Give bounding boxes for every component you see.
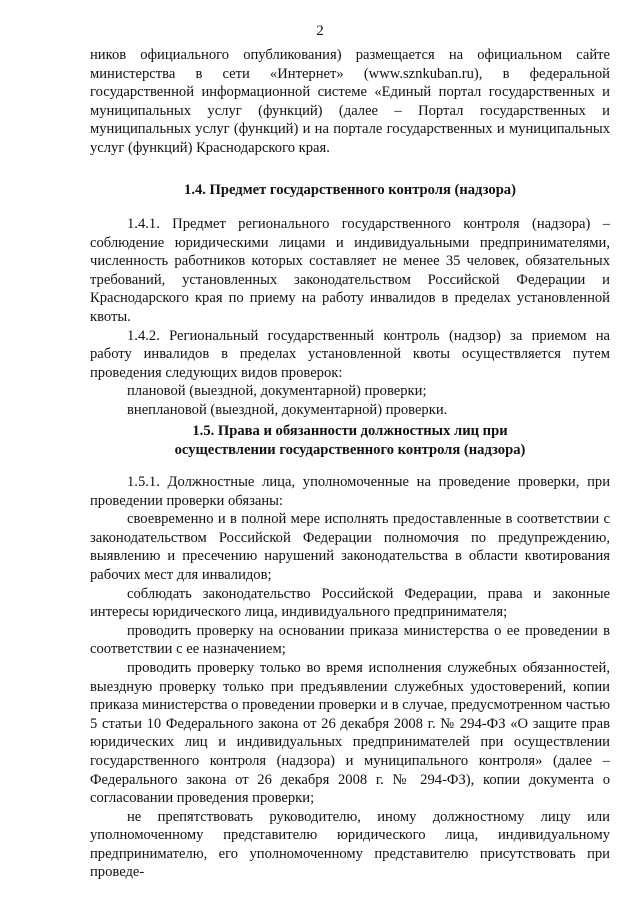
section-1-5-heading-block xyxy=(90,422,610,459)
intro-paragraph-block xyxy=(90,46,610,158)
section-1-5-heading-line-2: осуществлении государственного контроля (надзора) xyxy=(174,441,526,458)
page-number: 2 xyxy=(316,23,324,39)
duty-check-during-service: проводить проверку только во время исполнения служебных обязанностей, выездную проверку только при предъявлении служебных удостоверений, копии приказа министерства о проведении проверки и в случае, предусмотренном частью 5 статьи 10 Федерального закона от 26 декабря 2008 г. № 294-ФЗ «О защите прав юридических лиц и индивидуальных предпринимателей при осуществлении государственного контроля (надзора) и муниципального контроля» (далее – Федерального закона от 26 декабря 2008 г. № 294-ФЗ), копии документа о согласовании проведения проверки; xyxy=(90,659,610,807)
paragraph-1-4-2: 1.4.2. Региональный государственный контроль (надзор) за приемом на работу инвалидов в пределах установленной квоты осуществляется путем проведения следующих видов проверок: xyxy=(90,327,610,381)
duty-observe-legislation: соблюдать законодательство Российской Федерации, права и законные интересы юридического лица, индивидуального предпринимателя; xyxy=(90,585,610,621)
section-1-4-heading-block xyxy=(90,181,610,200)
section-1-5-heading-line-1: 1.5. Права и обязанности должностных лиц при xyxy=(192,423,508,439)
duty-not-obstruct: не препятствовать руководителю, иному должностному лицу или уполномоченному представителю юридического лица, индивидуальному предпринимателю, его уполномоченному представителю присутствовать при проведе- xyxy=(90,808,610,881)
intro-paragraph: ников официального опубликования) размещается на официальном сайте министерства в сети «Интернет» (www.sznkuban.ru), в федеральной государственной информационной системе «Единый портал государственных и муниципальных услуг (функций) (далее – Портал государственных и муниципальных услуг (функций) и на портале государственных и муниципальных услуг (функций) Краснодарского края. xyxy=(90,47,610,156)
duty-exercise-powers: своевременно и в полной мере исполнять предоставленные в соответствии с законодательством Российской Федерации полномочия по предупреждению, выявлению и пресечению нарушений законодательства в области квотирования рабочих мест для инвалидов; xyxy=(90,511,610,583)
section-1-4-heading: 1.4. Предмет государственного контроля (надзора) xyxy=(184,182,516,198)
paragraph-1-4-1: 1.4.1. Предмет регионального государственного контроля (надзора) – соблюдение юридическими лицами и индивидуальными предпринимателями, численность работников которых составляет не менее 35 человек, обязательных требований, установленных законодательством Российской Федерации и Краснодарского края по приему на работу инвалидов в пределах установленной квоты. xyxy=(90,216,610,325)
section-1-4-body xyxy=(90,215,610,420)
list-item-unplanned-check: внеплановой (выездной, документарной) проверки. xyxy=(127,401,448,418)
duty-check-by-order: проводить проверку на основании приказа министерства о ее проведении в соответствии с ее назначением; xyxy=(90,622,610,658)
section-1-5-body xyxy=(90,473,610,882)
paragraph-1-5-1: 1.5.1. Должностные лица, уполномоченные на проведение проверки, при проведении проверки обязаны: xyxy=(90,474,610,509)
list-item-planned-check: плановой (выездной, документарной) проверки; xyxy=(127,383,427,400)
